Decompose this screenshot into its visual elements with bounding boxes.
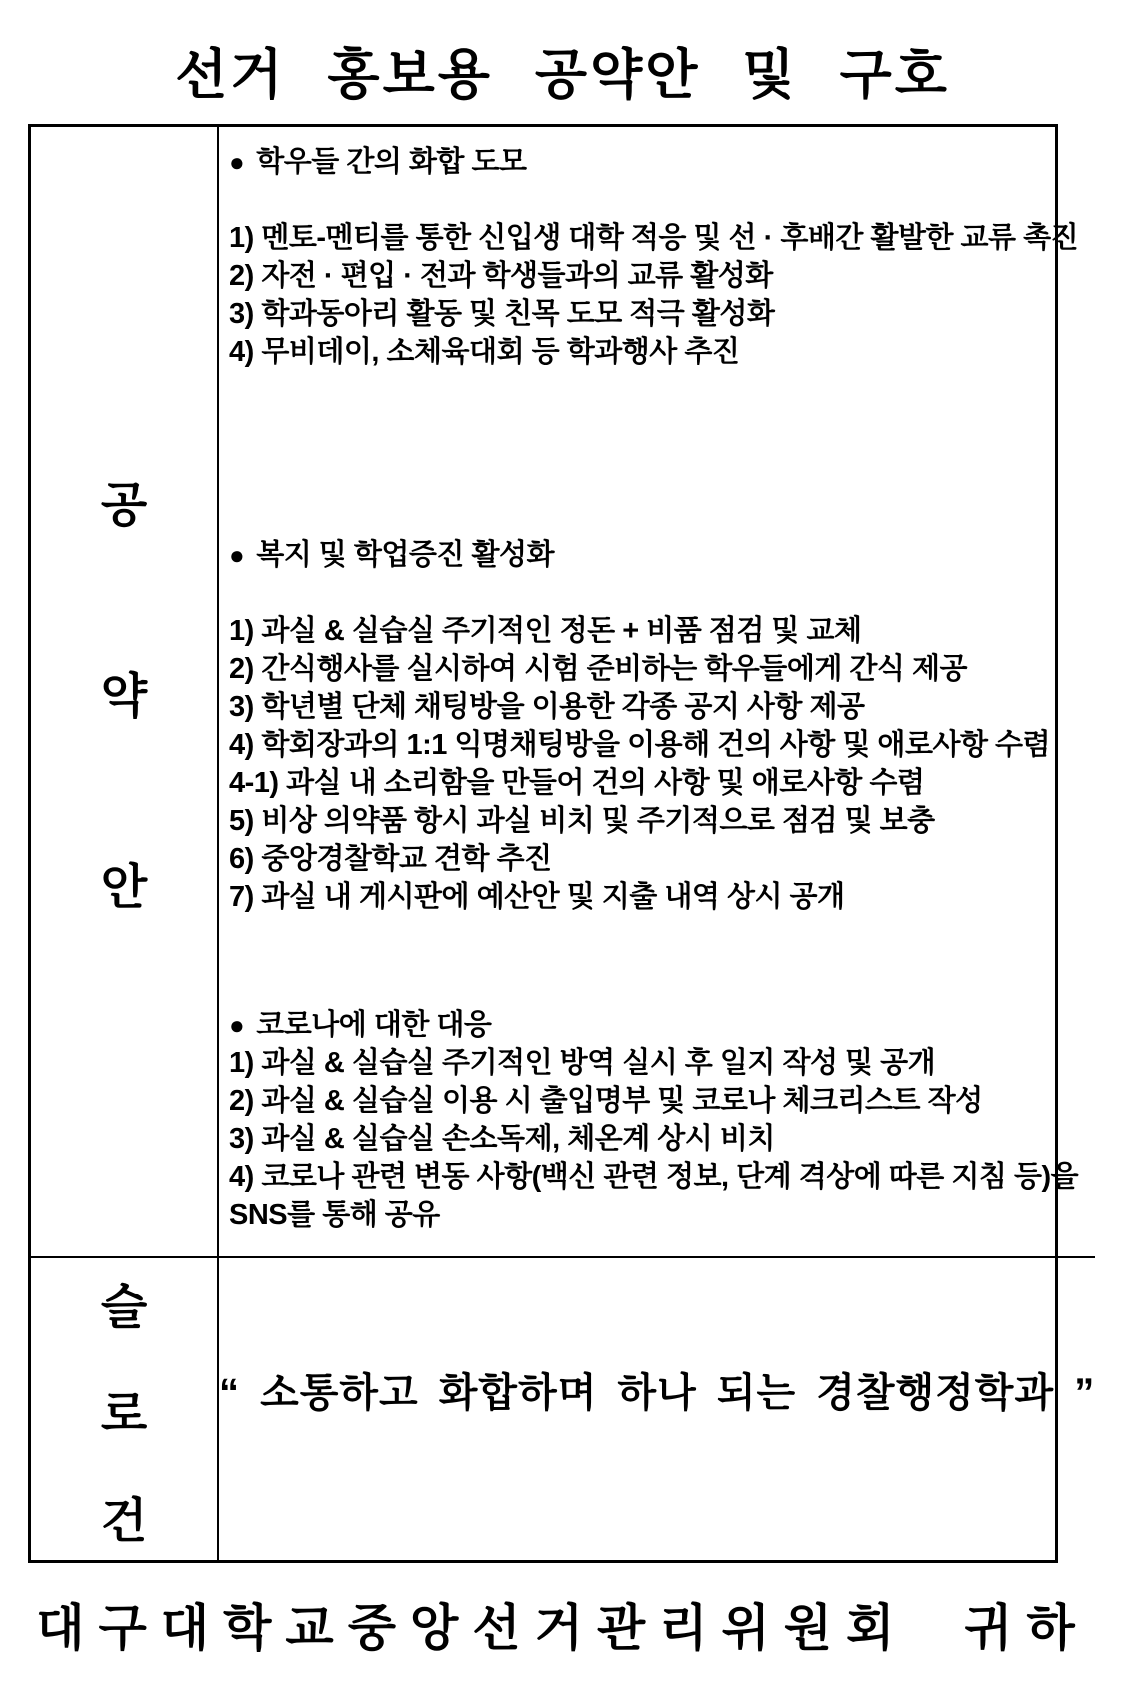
- pledge-item: 3) 과실 & 실습실 손소독제, 체온계 상시 비치: [229, 1123, 775, 1155]
- pledge-item: 4) 무비데이, 소체육대회 등 학과행사 추진: [229, 336, 740, 368]
- section-heading-text: 코로나에 대한 대응: [256, 1009, 492, 1041]
- slogan-label-char: 건: [100, 1494, 148, 1548]
- pledge-item: 2) 자전 · 편입 · 전과 학생들과의 교류 활성화: [229, 260, 773, 292]
- pledge-item: 1) 과실 & 실습실 주기적인 방역 실시 후 일지 작성 및 공개: [229, 1047, 936, 1079]
- spacer: [229, 181, 1089, 219]
- pledge-section-harmony: [229, 143, 1089, 371]
- slogan-text: “ 소통하고 화합하며 하나 되는 경찰행정학과 ”: [219, 1370, 1096, 1415]
- pledge-item: 1) 과실 & 실습실 주기적인 정돈 + 비품 점검 및 교체: [229, 615, 862, 647]
- bullet-icon: ●: [229, 540, 245, 570]
- pledge-item: 2) 간식행사를 실시하여 시험 준비하는 학우들에게 간식 제공: [229, 653, 968, 685]
- bullet-icon: ●: [229, 147, 245, 177]
- bullet-icon: ●: [229, 1010, 245, 1040]
- recipient-line: 대구대학교중앙선거관리위원회 귀하: [36, 1600, 1089, 1656]
- page-title: 선거 홍보용 공약안 및 구호: [175, 45, 950, 105]
- pledge-item: 2) 과실 & 실습실 이용 시 출입명부 및 코로나 체크리스트 작성: [229, 1085, 983, 1117]
- pledge-item: 3) 학과동아리 활동 및 친목 도모 적극 활성화: [229, 298, 775, 330]
- section-heading: [229, 536, 1089, 574]
- pledge-item: 3) 학년별 단체 채팅방을 이용한 각종 공지 사항 제공: [229, 691, 865, 723]
- pledge-section-welfare: [229, 536, 1089, 916]
- pledge-item: 1) 멘토-멘티를 통한 신입생 대학 적응 및 선 · 후배간 활발한 교류 촉진: [229, 222, 1079, 254]
- pledge-label-char: 약: [100, 670, 148, 723]
- pledge-slogan-table: [28, 124, 1096, 1563]
- pledge-section-covid: [229, 1006, 1089, 1234]
- section-heading-text: 학우들 간의 화합 도모: [256, 146, 527, 178]
- pledge-item: 4) 코로나 관련 변동 사항(백신 관련 정보, 단계 격상에 따른 지침 등)을 SNS를 통해 공유: [229, 1161, 1079, 1231]
- section-heading: [229, 143, 1089, 181]
- section-heading-text: 복지 및 학업증진 활성화: [256, 539, 555, 571]
- pledge-item: 4-1) 과실 내 소리함을 만들어 건의 사항 및 애로사항 수렴: [229, 767, 925, 799]
- pledge-label-char: 공: [100, 479, 148, 532]
- pledge-row-label-cell: [31, 127, 219, 1258]
- pledge-item: 7) 과실 내 게시판에 예산안 및 지출 내역 상시 공개: [229, 881, 845, 913]
- pledge-item: 5) 비상 의약품 항시 과실 비치 및 주기적으로 점검 및 보충: [229, 805, 935, 837]
- pledge-item: 6) 중앙경찰학교 견학 추진: [229, 843, 552, 875]
- pledge-content-cell: [219, 127, 1095, 1258]
- slogan-label-char: 로: [100, 1387, 148, 1441]
- pledge-label-char: 안: [100, 861, 148, 914]
- slogan-label-char: 슬: [100, 1280, 148, 1334]
- slogan-content-cell: [219, 1258, 1095, 1560]
- section-heading: [229, 1006, 1089, 1044]
- pledge-item: 4) 학회장과의 1:1 익명채팅방을 이용해 건의 사항 및 애로사항 수렴: [229, 729, 1051, 761]
- slogan-row-label-cell: [31, 1258, 219, 1560]
- spacer: [229, 574, 1089, 612]
